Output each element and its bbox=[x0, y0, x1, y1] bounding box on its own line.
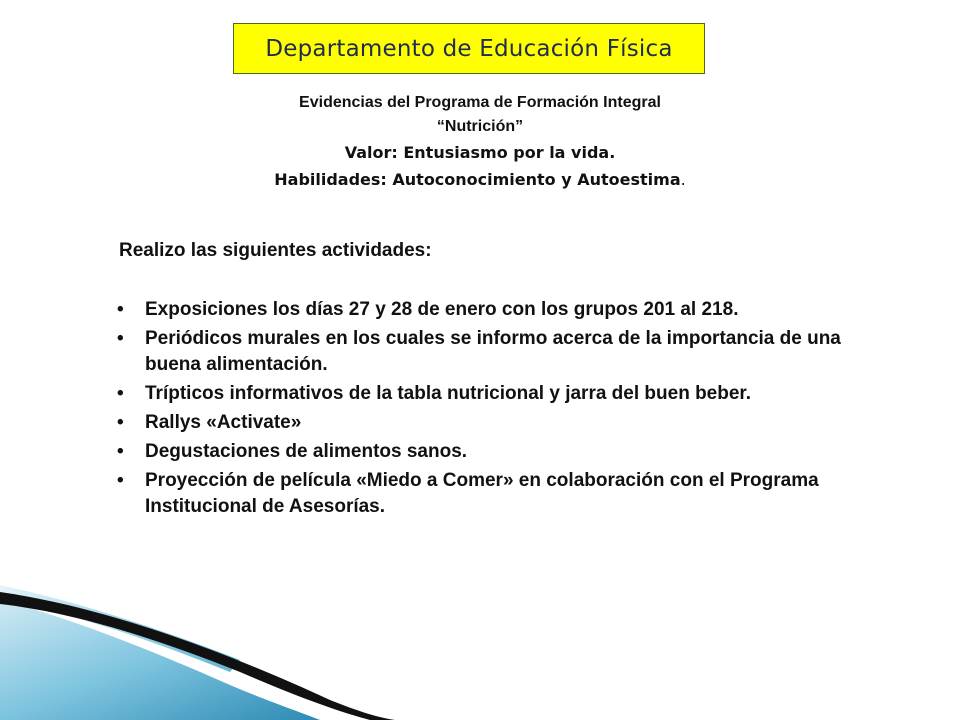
list-item-text: Rallys «Activate» bbox=[145, 412, 302, 433]
subtitle-value: Valor: Entusiasmo por la vida. bbox=[344, 143, 616, 162]
list-item-text: Trípticos informativos de la tabla nutricional y jarra del buen beber. bbox=[145, 383, 752, 404]
list-item bbox=[117, 439, 862, 465]
list-item-text: Exposiciones los días 27 y 28 de enero con los grupos 201 al 218. bbox=[145, 299, 739, 320]
activities-intro: Realizo las siguientes actividades: bbox=[119, 240, 432, 261]
subtitle-skills-text: Habilidades: Autoconocimiento y Autoestima bbox=[274, 170, 681, 189]
subtitle-skills-period: . bbox=[680, 170, 686, 189]
swoosh-blue-wave bbox=[0, 600, 320, 720]
list-item bbox=[117, 410, 862, 436]
bullet-icon: • bbox=[117, 383, 124, 404]
list-item-text: Degustaciones de alimentos sanos. bbox=[145, 441, 468, 462]
list-item bbox=[117, 326, 862, 378]
bullet-icon: • bbox=[117, 470, 124, 491]
page-title: Departamento de Educación Física bbox=[265, 35, 673, 62]
bullet-icon: • bbox=[117, 441, 124, 462]
activities-list bbox=[117, 297, 862, 523]
subtitle-skills bbox=[0, 170, 960, 189]
bullet-icon: • bbox=[117, 328, 124, 349]
subtitle-program: Evidencias del Programa de Formación Integral bbox=[299, 94, 661, 111]
bullet-icon: • bbox=[117, 412, 124, 433]
list-item bbox=[117, 297, 862, 323]
list-item bbox=[117, 381, 862, 407]
title-banner bbox=[233, 23, 705, 74]
bullet-icon: • bbox=[117, 299, 124, 320]
list-item bbox=[117, 468, 862, 520]
list-item-text: Proyección de película «Miedo a Comer» en colaboración con el Programa Institucional de Asesorías. bbox=[145, 470, 819, 517]
subtitle-topic: “Nutrición” bbox=[436, 118, 524, 135]
list-item-text: Periódicos murales en los cuales se informo acerca de la importancia de una buena alimentación. bbox=[145, 328, 841, 375]
